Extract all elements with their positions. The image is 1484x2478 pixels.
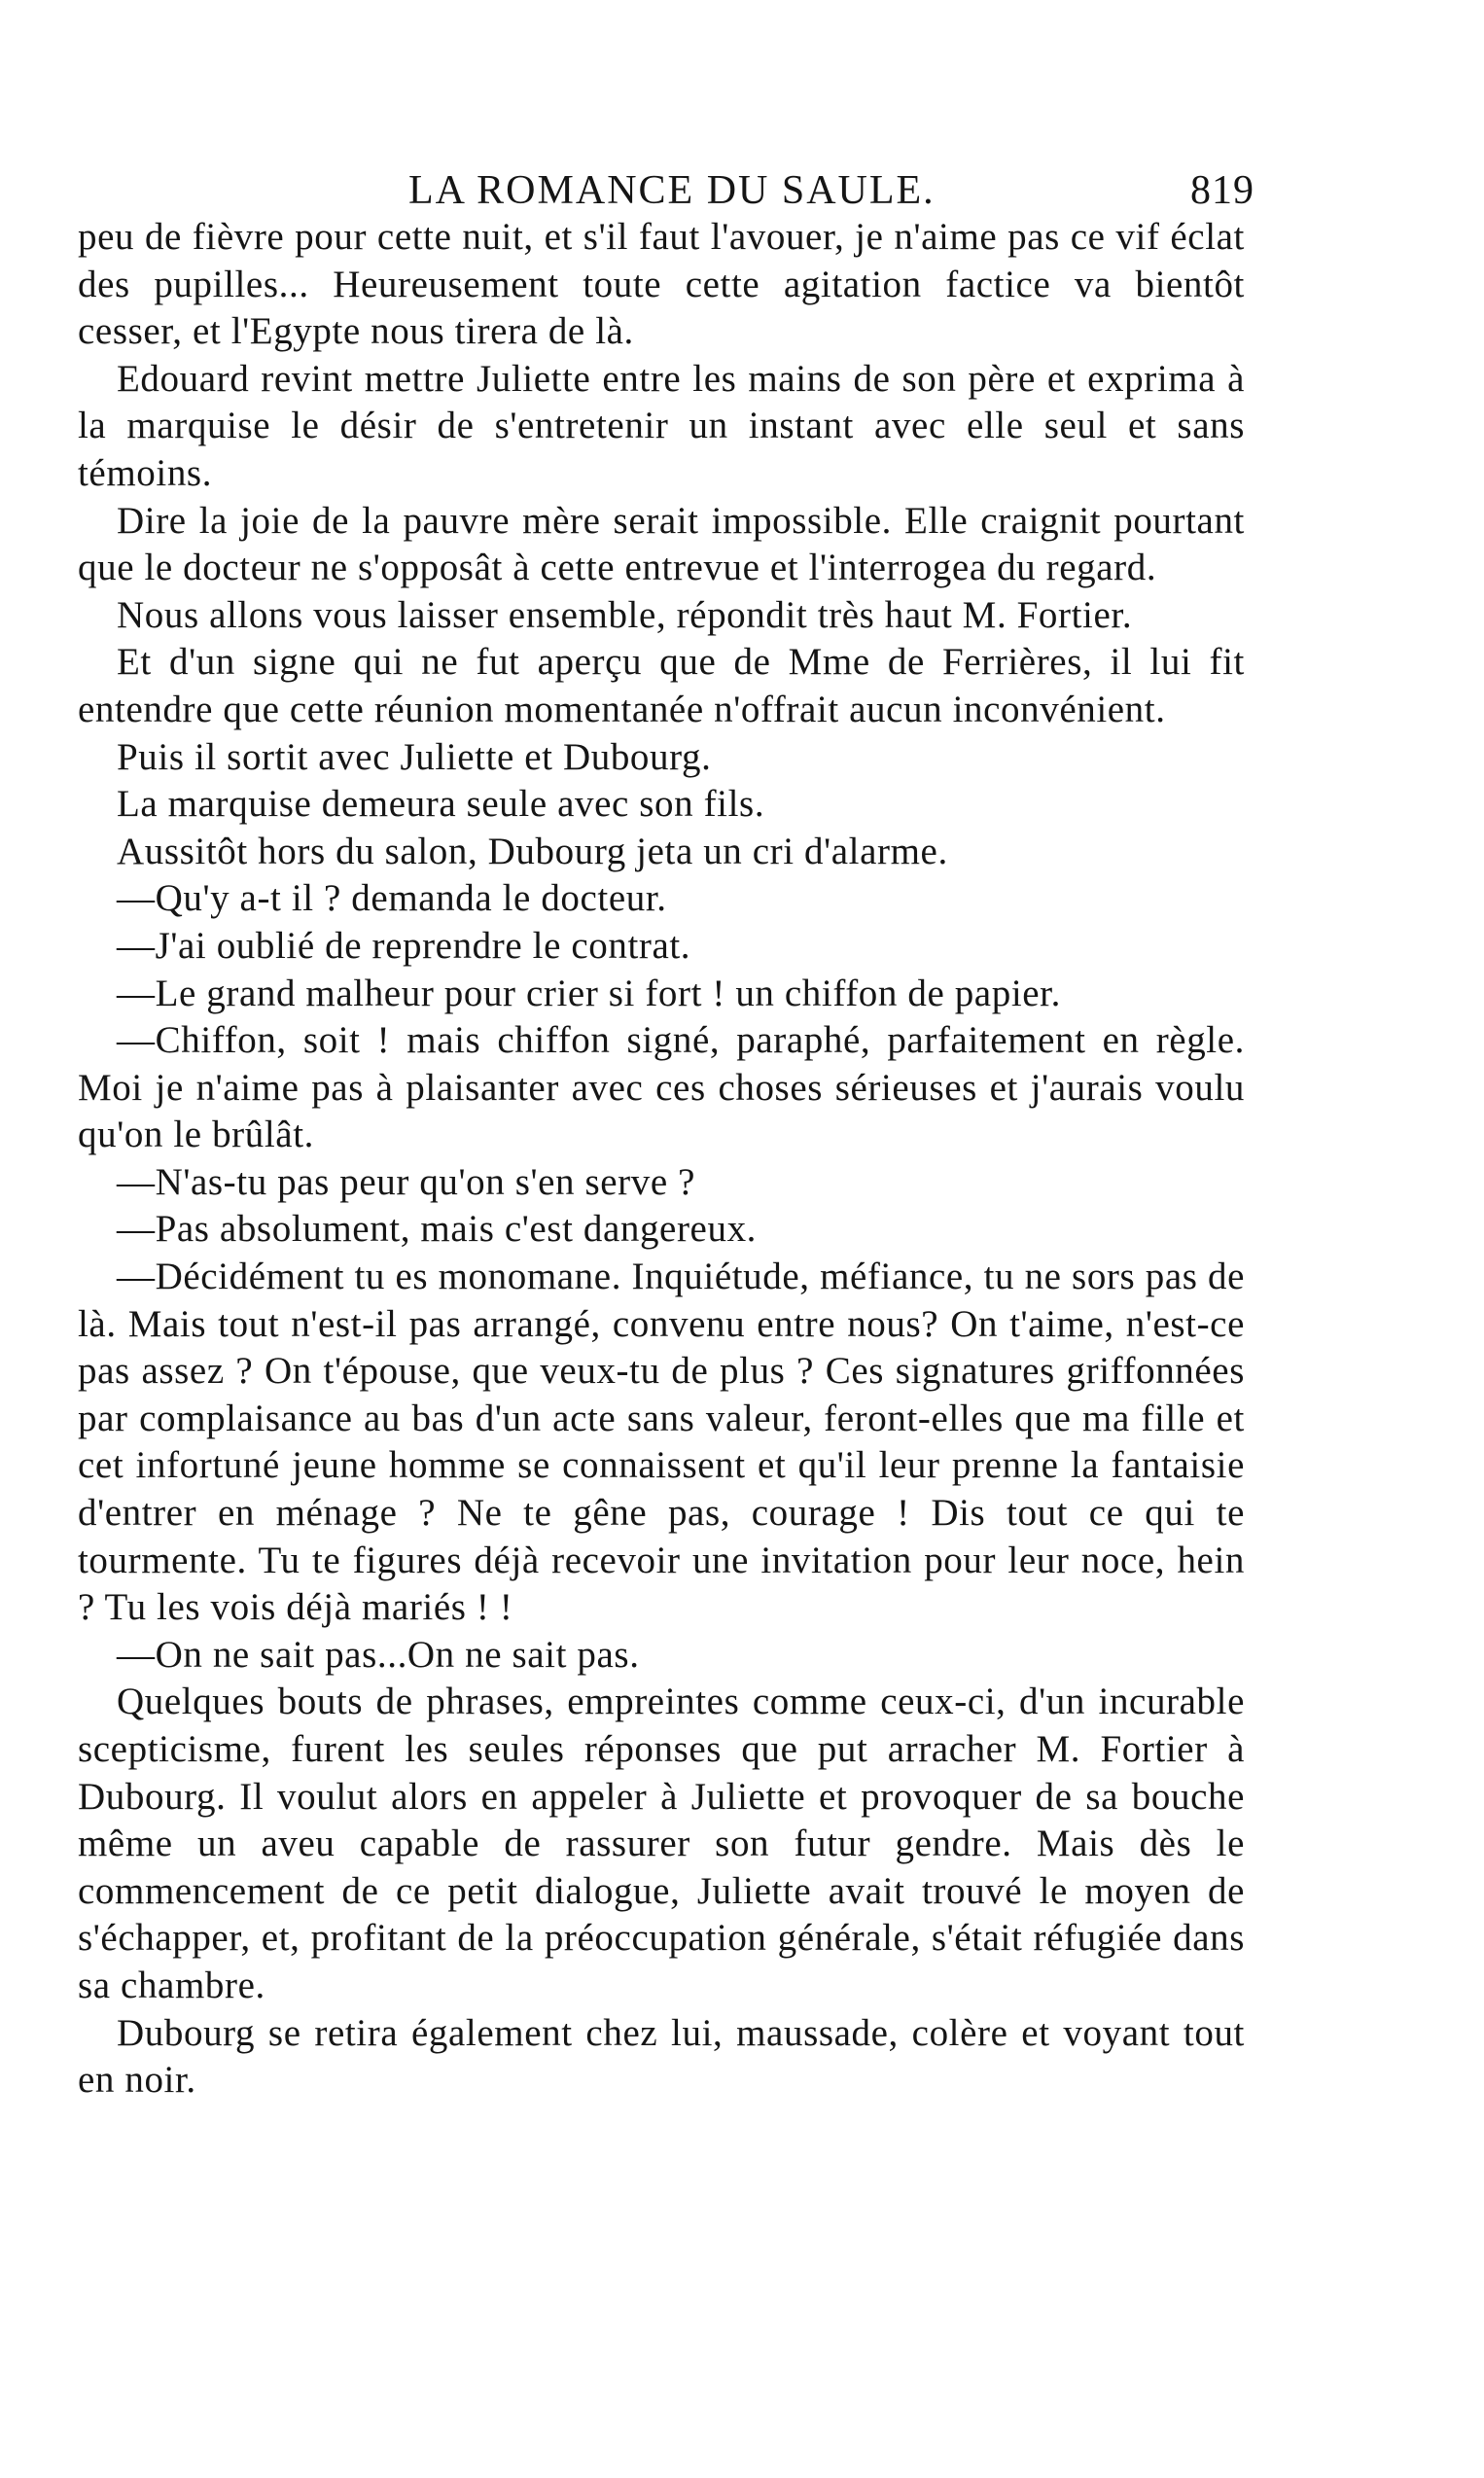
dialogue-line: —On ne sait pas...On ne sait pas. [117,1633,640,1676]
dialogue-line: —J'ai oublié de reprendre le contrat. [117,924,691,967]
body-text [78,214,1245,2105]
paragraph: Edouard revint mettre Juliette entre les mains de son père et exprima à la marquise le désir de s'entretenir un instant avec elle seul et sans témoins. [78,357,1245,494]
page-number: 819 [1190,168,1254,213]
paragraph: Dire la joie de la pauvre mère serait impossible. Elle craignit pourtant que le docteur ne s'opposât à cette entrevue et l'interrogea du regard. [78,499,1245,589]
dialogue-line: —Décidément tu es monomane. Inquiétude, méfiance, tu ne sors pas de là. Mais tout n'est-il pas arrangé, convenu entre nous? On t'aime, n'est-ce pas assez ? On t'épouse, que veux-tu de plus ? Ces signatures griffonnées par complaisance au bas d'un acte sans valeur, feront-elles que ma fille et cet infortuné jeune homme se connaissent et qu'il leur prenne la fantaisie d'entrer en ménage ? Ne te gêne pas, courage ! Dis tout ce qui te tourmente. Tu te figures déjà recevoir une invitation pour leur noce, hein ? Tu les vois déjà mariés ! ! [78,1256,1245,1629]
paragraph: Nous allons vous laisser ensemble, répondit très haut M. Fortier. [117,593,1133,636]
paragraph: Dubourg se retira également chez lui, maussade, colère et voyant tout en noir. [78,2011,1245,2102]
paragraph: Et d'un signe qui ne fut aperçu que de Mme de Ferrières, il lui fit entendre que cette réunion momentanée n'offrait aucun inconvénient. [78,641,1245,730]
paragraph: Quelques bouts de phrases, empreintes comme ceux-ci, d'un incurable scepticisme, furent les seules réponses que put arracher M. Fortier à Dubourg. Il voulut alors en appeler à Juliette et provoquer de sa bouche même un aveu capable de rassurer son futur gendre. Mais dès le commencement de ce petit dialogue, Juliette avait trouvé le moyen de s'échapper, et, profitant de la préoccupation générale, s'était réfugiée dans sa chambre. [78,1681,1245,2006]
paragraph: Aussitôt hors du salon, Dubourg jeta un cri d'alarme. [117,830,948,872]
paragraph: peu de fièvre pour cette nuit, et s'il faut l'avouer, je n'aime pas ce vif éclat des pupilles... Heureusement toute cette agitation factice va bientôt cesser, et l'Egypte nous tirera de là. [78,216,1245,353]
dialogue-line: —Chiffon, soit ! mais chiffon signé, paraphé, parfaitement en règle. Moi je n'aime pas à plaisanter avec ces choses sérieuses et j'aurais voulu qu'on le brûlât. [78,1019,1245,1156]
running-title: LA ROMANCE DU SAULE. [408,168,936,213]
dialogue-line: —N'as-tu pas peur qu'on s'en serve ? [117,1160,696,1203]
dialogue-line: —Pas absolument, mais c'est dangereux. [117,1208,758,1251]
running-header [78,146,1254,214]
paragraph: La marquise demeura seule avec son fils. [117,783,765,826]
paragraph: Puis il sortit avec Juliette et Dubourg. [117,735,712,778]
dialogue-line: —Le grand malheur pour crier si fort ! un chiffon de papier. [117,972,1061,1014]
book-page [78,146,1254,2105]
dialogue-line: —Qu'y a-t il ? demanda le docteur. [117,877,667,920]
